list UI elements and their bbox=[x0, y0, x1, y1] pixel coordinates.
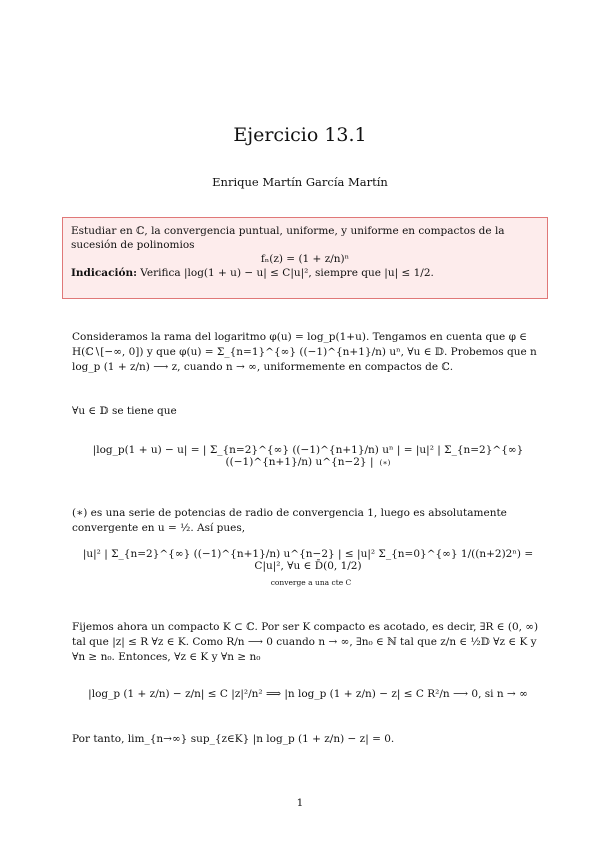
paragraph-forall: ∀u ∈ 𝔻 se tiene que bbox=[72, 405, 177, 417]
paragraph-branch: Consideramos la rama del logaritmo φ(u) = log_p(1+u). Tengamos en cuenta que φ ∈ H(ℂ∖[−∞, 0]) y que φ(u) = Σ_{n=1}^{∞} ((−1)^{n+1}/n) uⁿ, ∀u ∈ 𝔻. Probemos que n log_p (1 + z/n) ⟶ z, cuando n → ∞, uniformemente en compactos de ℂ. bbox=[72, 331, 537, 373]
paragraph-conclusion: Por tanto, lim_{n→∞} sup_{z∈K} |n log_p (1 + z/n) − z| = 0. bbox=[72, 733, 395, 745]
equation-bound-body: |u|² | Σ_{n=2}^{∞} ((−1)^{n+1}/n) u^{n−2} | ≤ |u|² Σ_{n=0}^{∞} 1/((n+2)2ⁿ) = C|u|², ∀u ∈ D̄(0, 1/2) bbox=[82, 548, 534, 572]
paragraph-compact: Fijemos ahora un compacto K ⊂ ℂ. Por ser K compacto es acotado, es decir, ∃R ∈ (0, ∞) tal que |z| ≤ R ∀z ∈ K. Como R/n ⟶ 0 cuando n → ∞, ∃n₀ ∈ ℕ tal que z/n ∈ ½𝔻 ∀z ∈ K y ∀n ≥ n₀. Entonces, ∀z ∈ K y ∀n ≥ n₀ bbox=[72, 621, 539, 663]
equation-limit: |log_p (1 + z/n) − z/n| ≤ C |z|²/n² ⟹ |n log_p (1 + z/n) − z| ≤ C R²/n ⟶ 0, si n → ∞ bbox=[88, 688, 528, 700]
paragraph-radius: (∗) es una serie de potencias de radio de convergencia 1, luego es absolutamente convergente en u = ½. Así pues, bbox=[72, 507, 507, 534]
equation-bound bbox=[72, 548, 544, 588]
equation-series-label: (∗) bbox=[379, 458, 391, 467]
page-number: 1 bbox=[296, 797, 304, 809]
exercise-statement: Estudiar en ℂ, la convergencia puntual, uniforme, y uniforme en compactos de la sucesión de polinomios bbox=[71, 225, 505, 251]
hint-label: Indicación: bbox=[71, 267, 137, 279]
equation-series bbox=[72, 444, 544, 468]
equation-series-body: |log_p(1 + u) − u| = | Σ_{n=2}^{∞} ((−1)^{n+1}/n) uⁿ | = |u|² | Σ_{n=2}^{∞} ((−1)^{n+1}/n) u^{n−2} | bbox=[92, 444, 524, 468]
exercise-box bbox=[62, 217, 548, 299]
exercise-hint bbox=[71, 266, 539, 280]
hint-text: Verifica |log(1 + u) − u| ≤ C|u|², siempre que |u| ≤ 1/2. bbox=[136, 267, 434, 279]
exercise-formula: fₙ(z) = (1 + z/n)ⁿ bbox=[260, 253, 350, 265]
document-title: Ejercicio 13.1 bbox=[233, 124, 367, 146]
document-author: Enrique Martín García Martín bbox=[212, 175, 388, 189]
equation-bound-label: converge a una cte C bbox=[270, 578, 352, 587]
